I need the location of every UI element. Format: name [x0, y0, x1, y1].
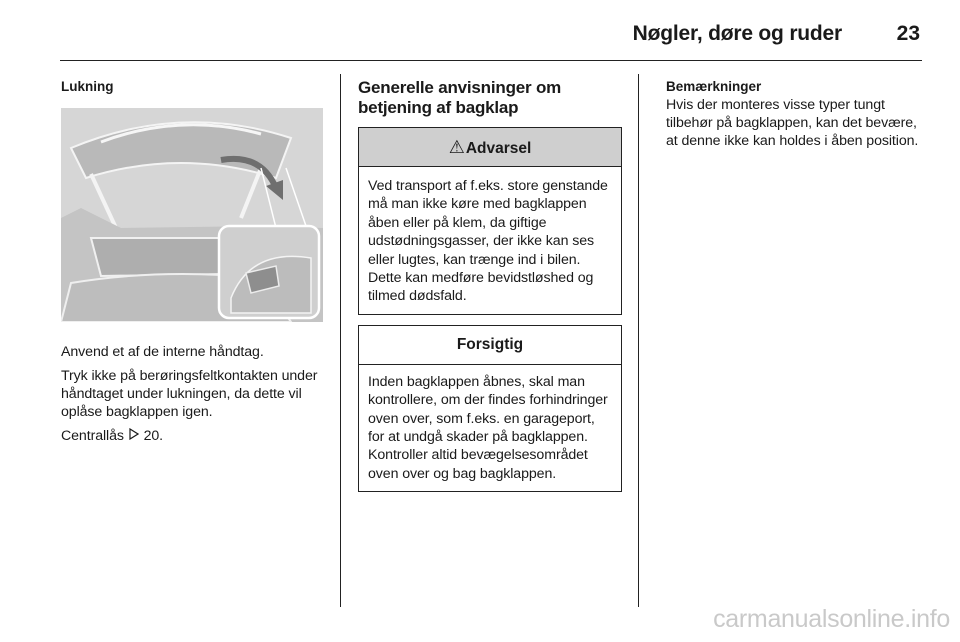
reference-arrow-icon	[128, 427, 140, 445]
middle-column	[358, 78, 622, 502]
warning-box	[358, 127, 622, 315]
watermark: carmanualsonline.info	[713, 605, 950, 633]
paragraph-handles: Anvend et af de interne håndtag.	[61, 344, 264, 360]
left-column	[61, 78, 326, 451]
caution-box	[358, 325, 622, 492]
remarks-heading: Bemærkninger	[666, 79, 762, 94]
caution-title: Forsigtig	[456, 335, 524, 353]
column-divider-left	[340, 74, 341, 607]
tailgate-illustration	[61, 108, 323, 322]
page-number: 23	[896, 22, 920, 45]
section-heading-general: Generelle anvisninger om betjening af bagklap	[358, 78, 562, 117]
right-column	[666, 78, 924, 156]
central-lock-page-ref[interactable]: 20.	[143, 428, 163, 444]
page-title: Nøgler, døre og ruder	[632, 22, 842, 45]
page-header	[60, 18, 922, 61]
caution-header	[359, 326, 621, 365]
caution-text: Inden bagklappen åbnes, skal man kontrollere, om der findes forhindringer oven over, som f.eks. en garageport, for at undgå skader på bagklappen. Kontroller altid bevægelsesområdet oven over og bag bagklappen.	[368, 373, 608, 482]
column-divider-right	[638, 74, 639, 607]
paragraph-touchpad-warning: Tryk ikke på berøringsfeltkontakten under håndtaget under lukningen, da dette vil oplåse bagklappen igen.	[61, 368, 318, 420]
section-heading-lukning: Lukning	[61, 79, 114, 94]
warning-text: Ved transport af f.eks. store genstande må man ikke køre med bagklappen åben eller på klem, da giftige udstødningsgasser, der ikke kan ses eller lugtes, kan trænge ind i bilen. Dette kan medføre bevidstløshed og tilmed dødsfald.	[368, 178, 608, 305]
warning-header	[359, 128, 621, 167]
paragraph-central-lock-ref	[61, 427, 326, 445]
warning-triangle-icon: ⚠	[448, 137, 465, 157]
remarks-text: Hvis der monteres visse typer tungt tilbehør på bagklappen, kan det bevære, at denne ikke kan holdes i åben position.	[666, 97, 919, 149]
central-lock-label: Centrallås	[61, 428, 128, 444]
tailgate-illustration-svg	[61, 108, 323, 322]
warning-title: Advarsel	[465, 140, 532, 157]
